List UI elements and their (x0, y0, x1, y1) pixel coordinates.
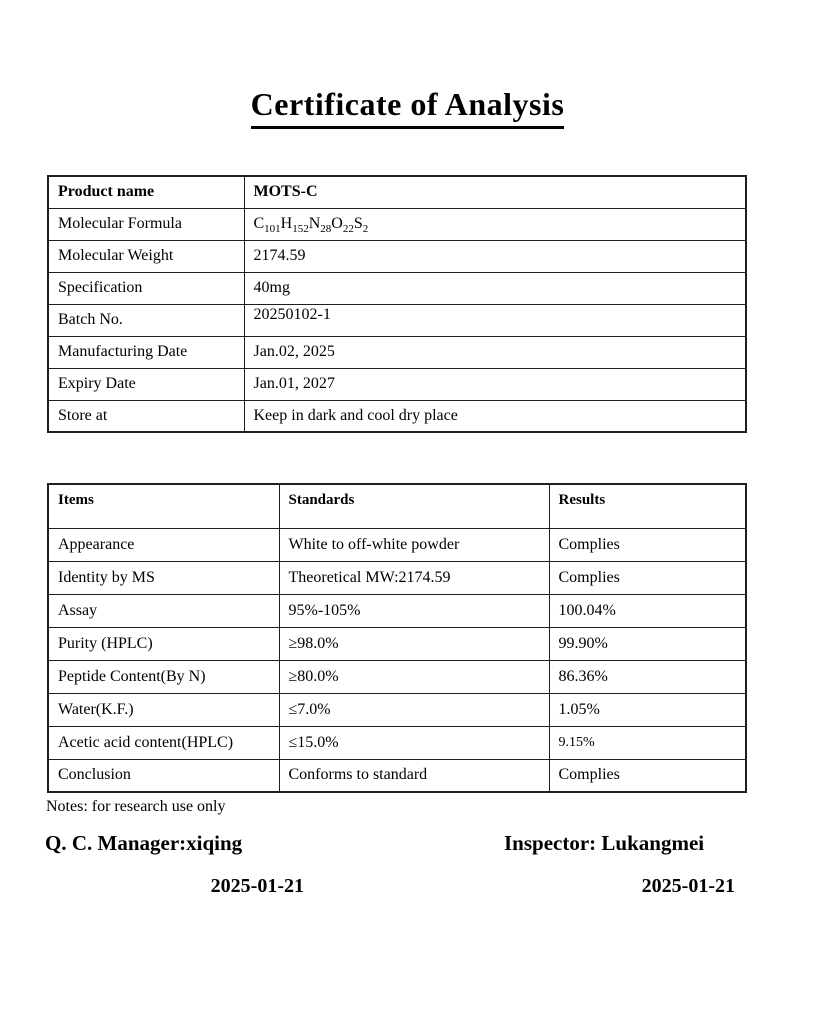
analysis-result-cell: 100.04% (549, 594, 746, 627)
product-row-label: Product name (48, 176, 244, 208)
analysis-header-row (48, 484, 746, 528)
analysis-item-cell: Peptide Content(By N) (48, 660, 279, 693)
analysis-result-cell: 99.90% (549, 627, 746, 660)
analysis-item-cell: Assay (48, 594, 279, 627)
product-info-table (47, 175, 747, 433)
analysis-result-cell: 86.36% (549, 660, 746, 693)
product-row-value: MOTS-C (244, 176, 746, 208)
product-row-value: Jan.02, 2025 (244, 336, 746, 368)
product-row-label: Store at (48, 400, 244, 432)
signature-section (45, 831, 735, 898)
analysis-standard-cell: ≥80.0% (279, 660, 549, 693)
analysis-result-cell: Complies (549, 528, 746, 561)
analysis-standard-cell: 95%-105% (279, 594, 549, 627)
analysis-row (48, 561, 746, 594)
analysis-standard-cell: Theoretical MW:2174.59 (279, 561, 549, 594)
page-title-text: Certificate of Analysis (251, 86, 565, 129)
analysis-result-cell: 9.15% (549, 726, 746, 759)
product-row-value: 20250102-1 (244, 304, 746, 336)
inspector-date: 2025-01-21 (641, 875, 735, 897)
product-row (48, 336, 746, 368)
analysis-item-cell: Purity (HPLC) (48, 627, 279, 660)
product-row-value: Keep in dark and cool dry place (244, 400, 746, 432)
analysis-item-cell: Identity by MS (48, 561, 279, 594)
product-row-label: Manufacturing Date (48, 336, 244, 368)
product-info-body (48, 176, 746, 432)
analysis-body (48, 528, 746, 792)
qc-manager-date: 2025-01-21 (210, 875, 304, 897)
analysis-item-cell: Acetic acid content(HPLC) (48, 726, 279, 759)
qc-manager-block (45, 831, 304, 898)
analysis-result-cell: 1.05% (549, 693, 746, 726)
product-row (48, 272, 746, 304)
analysis-standard-cell: ≥98.0% (279, 627, 549, 660)
analysis-row (48, 660, 746, 693)
product-row-label: Batch No. (48, 304, 244, 336)
analysis-row (48, 627, 746, 660)
product-row-label: Specification (48, 272, 244, 304)
product-row (48, 368, 746, 400)
analysis-result-cell: Complies (549, 759, 746, 792)
product-row-value: 40mg (244, 272, 746, 304)
qc-manager-signature: Q. C. Manager:xiqing (45, 831, 243, 855)
product-row (48, 176, 746, 208)
analysis-table (47, 483, 747, 793)
analysis-item-cell: Appearance (48, 528, 279, 561)
analysis-item-cell: Conclusion (48, 759, 279, 792)
page-title (0, 0, 815, 129)
analysis-header-cell: Items (48, 484, 279, 528)
analysis-header-cell: Standards (279, 484, 549, 528)
analysis-result-cell: Complies (549, 561, 746, 594)
product-row (48, 240, 746, 272)
product-row (48, 400, 746, 432)
product-row-value: 2174.59 (244, 240, 746, 272)
analysis-row (48, 693, 746, 726)
product-row-value: Jan.01, 2027 (244, 368, 746, 400)
analysis-standard-cell: ≤15.0% (279, 726, 549, 759)
analysis-row (48, 528, 746, 561)
product-row (48, 208, 746, 240)
product-row-label: Molecular Formula (48, 208, 244, 240)
analysis-row (48, 726, 746, 759)
inspector-signature: Inspector: Lukangmei (504, 831, 705, 855)
analysis-standard-cell: White to off-white powder (279, 528, 549, 561)
analysis-row (48, 594, 746, 627)
analysis-row (48, 759, 746, 792)
inspector-block (504, 831, 735, 898)
analysis-header-cell: Results (549, 484, 746, 528)
notes-text: Notes: for research use only (46, 798, 226, 815)
product-row-label: Molecular Weight (48, 240, 244, 272)
product-row-value: $C_{101}H_{152}N_{28}O_{22}S_2$ (244, 208, 746, 240)
analysis-standard-cell: ≤7.0% (279, 693, 549, 726)
product-row (48, 304, 746, 336)
analysis-item-cell: Water(K.F.) (48, 693, 279, 726)
product-row-label: Expiry Date (48, 368, 244, 400)
analysis-standard-cell: Conforms to standard (279, 759, 549, 792)
